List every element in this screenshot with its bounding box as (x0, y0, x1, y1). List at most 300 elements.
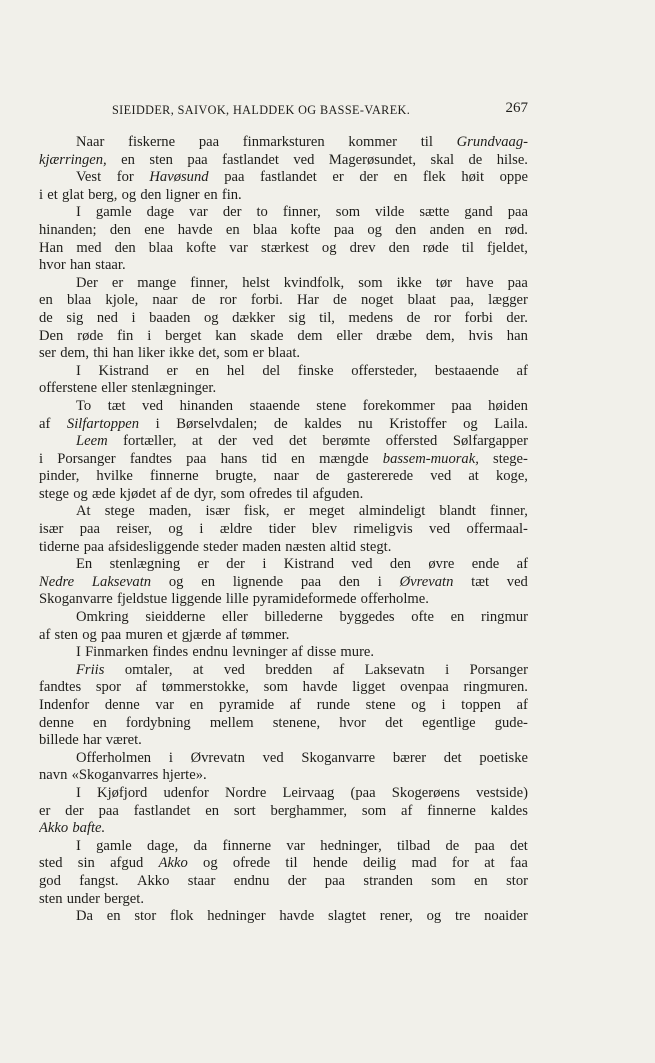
text-line (39, 609, 528, 627)
word: de (315, 468, 330, 485)
word: Skoganvarre (39, 591, 113, 608)
word: at (484, 855, 495, 872)
word: ser (39, 345, 57, 362)
word: omtaler, (124, 661, 173, 678)
word: forbi (464, 309, 493, 326)
word: røde (422, 239, 449, 256)
word: den (109, 221, 131, 238)
text-line (39, 240, 528, 258)
word: dyr, (193, 485, 217, 502)
word: dage (146, 204, 175, 221)
word: stor (134, 908, 157, 925)
word: offersted (385, 433, 438, 450)
text-line (39, 767, 528, 785)
word: Den (39, 327, 64, 344)
word: pyramideformede (252, 591, 357, 608)
word: Nordre (225, 784, 267, 801)
word: er (39, 802, 51, 819)
word: høit (461, 169, 485, 186)
word: paa (98, 802, 119, 819)
word: sin (77, 855, 95, 872)
word: og (463, 415, 478, 432)
text-line (39, 697, 528, 715)
word: dage, (147, 837, 179, 854)
text-line (39, 873, 528, 891)
word: sten (54, 626, 79, 643)
text-line (39, 591, 528, 609)
word: af (160, 485, 172, 502)
word: fisk, (243, 503, 270, 520)
word: tid (261, 450, 277, 467)
word: har (82, 732, 102, 749)
word: blev (311, 521, 338, 538)
word: ved (142, 397, 164, 414)
word: mure. (340, 644, 375, 661)
word: af (291, 644, 303, 661)
word: paa (333, 221, 355, 238)
word: af (516, 556, 528, 573)
word: hvor (39, 257, 66, 274)
word: af (289, 697, 302, 713)
word: bærer (392, 749, 427, 766)
word: hvor (339, 714, 367, 731)
word: «Skoganvarres (71, 767, 159, 784)
word: naar (152, 292, 178, 309)
word: brugte, (215, 468, 257, 485)
word: Porsanger (57, 450, 116, 467)
word: som (220, 485, 245, 502)
word: den (338, 573, 360, 590)
word: der (359, 169, 378, 186)
word: blaa (148, 239, 174, 256)
word: muren (125, 626, 163, 643)
text-line (39, 328, 528, 346)
text-line (39, 820, 528, 838)
word: som (263, 679, 288, 696)
word: de (468, 151, 483, 168)
word: paa (451, 397, 472, 414)
word: forbi. (250, 292, 283, 309)
word: af (225, 626, 237, 643)
word: paa (186, 450, 207, 467)
word: tæt (471, 573, 489, 590)
word: det (288, 433, 307, 450)
text-line (39, 363, 528, 381)
word: mad (411, 855, 437, 872)
word: berget (165, 327, 202, 344)
word: kofte (186, 239, 217, 256)
word: skal (430, 151, 455, 168)
word: tæt (107, 397, 126, 414)
word: fangst. (79, 872, 119, 889)
word: i (131, 309, 136, 326)
word: Leirvaag (282, 784, 335, 801)
word: og (411, 697, 426, 713)
text-line (39, 292, 528, 310)
word: hans (220, 450, 248, 467)
word: hedninger, (320, 837, 382, 854)
word: Laila. (494, 415, 528, 432)
word: havde (302, 679, 338, 696)
word: glat (61, 186, 84, 203)
word: af (135, 679, 148, 696)
word: fin. (221, 186, 242, 203)
word: ved (351, 556, 373, 573)
word: staaende (249, 397, 300, 414)
word: baaden (149, 309, 191, 326)
word: til, (319, 309, 335, 326)
word: mange (137, 274, 177, 291)
word: af (332, 661, 345, 678)
word: hedninger (207, 908, 266, 925)
word: de (39, 309, 53, 326)
word: nu (358, 415, 373, 432)
word: altid (330, 538, 356, 555)
word: stege (39, 485, 69, 502)
word: endnu (192, 644, 229, 661)
word: Der (76, 274, 98, 291)
word: Skoganvarre (301, 749, 376, 766)
word: en (106, 908, 121, 925)
word: almindeligt (358, 503, 426, 520)
word: Øvrevatn (190, 749, 245, 766)
word: Havøsund (149, 169, 209, 186)
word: af (516, 697, 528, 713)
word: tider (268, 521, 296, 538)
word: Naar (76, 134, 105, 150)
word: udenfor (163, 784, 209, 801)
word: der. (506, 309, 528, 326)
word: en (473, 872, 488, 889)
word: at (192, 433, 203, 450)
word: anden (429, 221, 465, 238)
word: blaa (66, 292, 92, 309)
word: en (477, 221, 492, 238)
word: de (191, 292, 206, 309)
word: ene (144, 221, 165, 238)
word: og (168, 521, 183, 538)
word: og (203, 309, 219, 326)
word: han (69, 257, 92, 274)
word: Øvrevatn (399, 573, 454, 590)
word: sig (66, 309, 84, 326)
word: ror (219, 292, 237, 309)
word: noget (360, 292, 394, 309)
word: liggende (171, 591, 222, 608)
word: denne (104, 697, 140, 713)
text-line (39, 662, 528, 680)
word: kjødet (119, 485, 157, 502)
word: en (121, 151, 135, 168)
word: noaider (484, 908, 528, 925)
word: endnu (233, 872, 270, 889)
word: at (192, 661, 204, 678)
word: af (516, 362, 528, 379)
word: koge, (495, 468, 528, 485)
word: røde (77, 327, 104, 344)
word: bredden (265, 661, 313, 678)
word: i (199, 521, 204, 538)
word: kjærringen, (39, 151, 107, 168)
word: ror (433, 309, 451, 326)
word: under (66, 890, 100, 907)
word: levninger (232, 644, 288, 661)
word: der (218, 433, 237, 450)
text-line (39, 416, 528, 434)
word: finnerne (149, 468, 199, 485)
word: ofrede (232, 855, 271, 872)
word: mængde (319, 450, 369, 467)
word: finner, (190, 274, 229, 291)
word: to (256, 204, 268, 221)
word: stegt. (360, 538, 392, 555)
word: der (65, 802, 84, 819)
word: Akko (158, 855, 188, 872)
word: tømmer. (241, 626, 290, 643)
word: det, (198, 345, 220, 362)
word: kvindfolk, (283, 274, 345, 291)
text-line (39, 715, 528, 733)
word: blaat (407, 292, 436, 309)
word: runde (316, 697, 350, 713)
word: have (466, 274, 494, 291)
word: lille (225, 591, 249, 608)
word: kjole, (105, 292, 139, 309)
word: var (189, 204, 208, 221)
text-line (39, 750, 528, 768)
word: ligget (352, 679, 386, 696)
word: afgud (110, 855, 144, 872)
word: kofte (290, 221, 321, 238)
word: til (420, 134, 433, 150)
word: liker (138, 345, 165, 362)
word: havde (279, 908, 315, 925)
word: finmarksturen (242, 134, 325, 150)
word: i (155, 415, 160, 432)
word: gamle (96, 837, 132, 854)
text-line (39, 803, 528, 821)
word: Indenfor (39, 697, 90, 713)
word: fjeldstue (116, 591, 168, 608)
word: flok (169, 908, 194, 925)
word: tømmerstokke, (161, 679, 249, 696)
word: lignende (232, 573, 284, 590)
word: At (76, 503, 91, 520)
word: ældre (219, 521, 253, 538)
word: fandtes (39, 679, 82, 696)
word: paa (101, 626, 122, 643)
word: var (155, 697, 174, 713)
word: hilse. (496, 151, 528, 168)
word: Porsanger (469, 661, 528, 678)
word: gamle (95, 204, 132, 221)
word: ikke (168, 345, 195, 362)
word: en (201, 573, 216, 590)
word: sten (39, 890, 63, 907)
word: I (76, 362, 81, 379)
word: til (296, 485, 309, 502)
running-head (40, 100, 528, 120)
word: To (76, 397, 92, 414)
word: byggedes (339, 609, 395, 626)
word: pinder, (39, 468, 80, 485)
word: I (76, 784, 81, 801)
word: bestaaende (434, 362, 499, 379)
word: naar (273, 468, 299, 485)
word: reiser, (116, 521, 152, 538)
word: Grundvaag- (456, 134, 528, 150)
word: paa, (450, 292, 475, 309)
word: Offerholmen (76, 749, 152, 766)
word: Finmarken (85, 644, 149, 661)
word: i (39, 450, 44, 467)
word: finner, (282, 204, 321, 221)
word: finnerne (222, 837, 272, 854)
word: Kjøfjord (97, 784, 148, 801)
word: berget. (104, 890, 144, 907)
text-line (39, 204, 528, 222)
word: mellem (209, 714, 254, 731)
word: en (203, 186, 218, 203)
word: den (395, 221, 417, 238)
word: gand (464, 204, 493, 221)
text-line (39, 891, 528, 909)
text-line (39, 169, 528, 187)
body-text (39, 134, 528, 926)
word: de (273, 415, 288, 432)
word: hjerte». (162, 767, 207, 784)
word: som (223, 345, 249, 362)
text-line (39, 257, 528, 275)
word: der (287, 872, 307, 889)
word: staar. (95, 257, 126, 274)
word: Omkring (76, 609, 129, 626)
word: ved (262, 749, 284, 766)
text-line (39, 644, 528, 662)
word: eller (101, 380, 128, 397)
word: for (116, 169, 134, 186)
word: thi (93, 345, 109, 362)
word: det (510, 837, 528, 854)
word: paa (474, 837, 495, 854)
word: Kistrand (98, 362, 149, 379)
word: en (189, 697, 204, 713)
word: Magerøsundet, (328, 151, 417, 168)
word: ved (429, 521, 451, 538)
word: maden, (148, 503, 192, 520)
word: i (262, 556, 267, 573)
word: billede (39, 732, 79, 749)
text-line (39, 521, 528, 539)
word: er (283, 503, 295, 520)
word: ringmur (480, 609, 528, 626)
word: som (335, 204, 361, 221)
word: i (377, 573, 382, 590)
word: Akko (136, 872, 170, 889)
word: kommer (348, 134, 398, 150)
word: en (450, 609, 465, 626)
word: og (203, 855, 218, 872)
text-line (39, 627, 528, 645)
word: findes (152, 644, 189, 661)
word: en (291, 450, 305, 467)
word: offersteder, (351, 362, 418, 379)
word: lægger (488, 292, 528, 309)
word: Skogerøens (391, 784, 460, 801)
word: stenlægninger. (131, 380, 217, 397)
word: hvilke (96, 468, 133, 485)
word: finner, (490, 503, 528, 520)
word: faa (510, 855, 528, 872)
word: disse (307, 644, 337, 661)
word: gastererede (346, 468, 414, 485)
word: eller (336, 327, 363, 344)
word: toppen (461, 697, 501, 713)
word: dækker (232, 309, 276, 326)
text-line (39, 785, 528, 803)
word: ofredes (249, 485, 293, 502)
word: i (445, 661, 450, 678)
word: vilde (375, 204, 405, 221)
word: forekommer (362, 397, 435, 414)
word: vestside) (476, 784, 528, 801)
word: rød. (504, 221, 528, 238)
word: var (286, 837, 306, 854)
word: den (388, 239, 410, 256)
word: de (406, 309, 421, 326)
word: Laksevatn (364, 661, 425, 678)
text-line (39, 574, 528, 592)
word: er (166, 362, 178, 379)
word: de (445, 837, 460, 854)
word: Kistrand (283, 556, 335, 573)
word: kan (215, 327, 237, 344)
word: Da (76, 908, 94, 925)
word: af (39, 415, 51, 432)
word: slagtet (327, 908, 367, 925)
word: sort (233, 802, 256, 819)
word: kaldes (304, 415, 342, 432)
word: denne (39, 714, 74, 731)
text-line (39, 732, 528, 750)
word: ved (252, 433, 274, 450)
word: stege (104, 503, 135, 520)
word: de (333, 292, 347, 309)
word: Laksevatn (91, 573, 152, 590)
word: fiskerne (128, 134, 176, 150)
word: stege- (493, 450, 528, 467)
word: en (393, 169, 408, 186)
word: æde (91, 485, 116, 502)
word: navn (39, 767, 68, 784)
word: (paa (350, 784, 376, 801)
word: fastlandet (133, 802, 191, 819)
word: af (401, 802, 413, 819)
word: paa (224, 169, 245, 186)
word: af (39, 626, 51, 643)
word: Han (39, 239, 64, 256)
word: i (39, 186, 44, 203)
word: Leem (76, 433, 108, 450)
word: eller (221, 609, 248, 626)
word: rimeligvis (353, 521, 413, 538)
word: hvis (468, 327, 493, 344)
word: Nedre (39, 573, 75, 590)
word: Friis (76, 661, 105, 678)
word: gude- (494, 714, 528, 731)
word: stranden (363, 872, 413, 889)
word: og (168, 573, 184, 590)
